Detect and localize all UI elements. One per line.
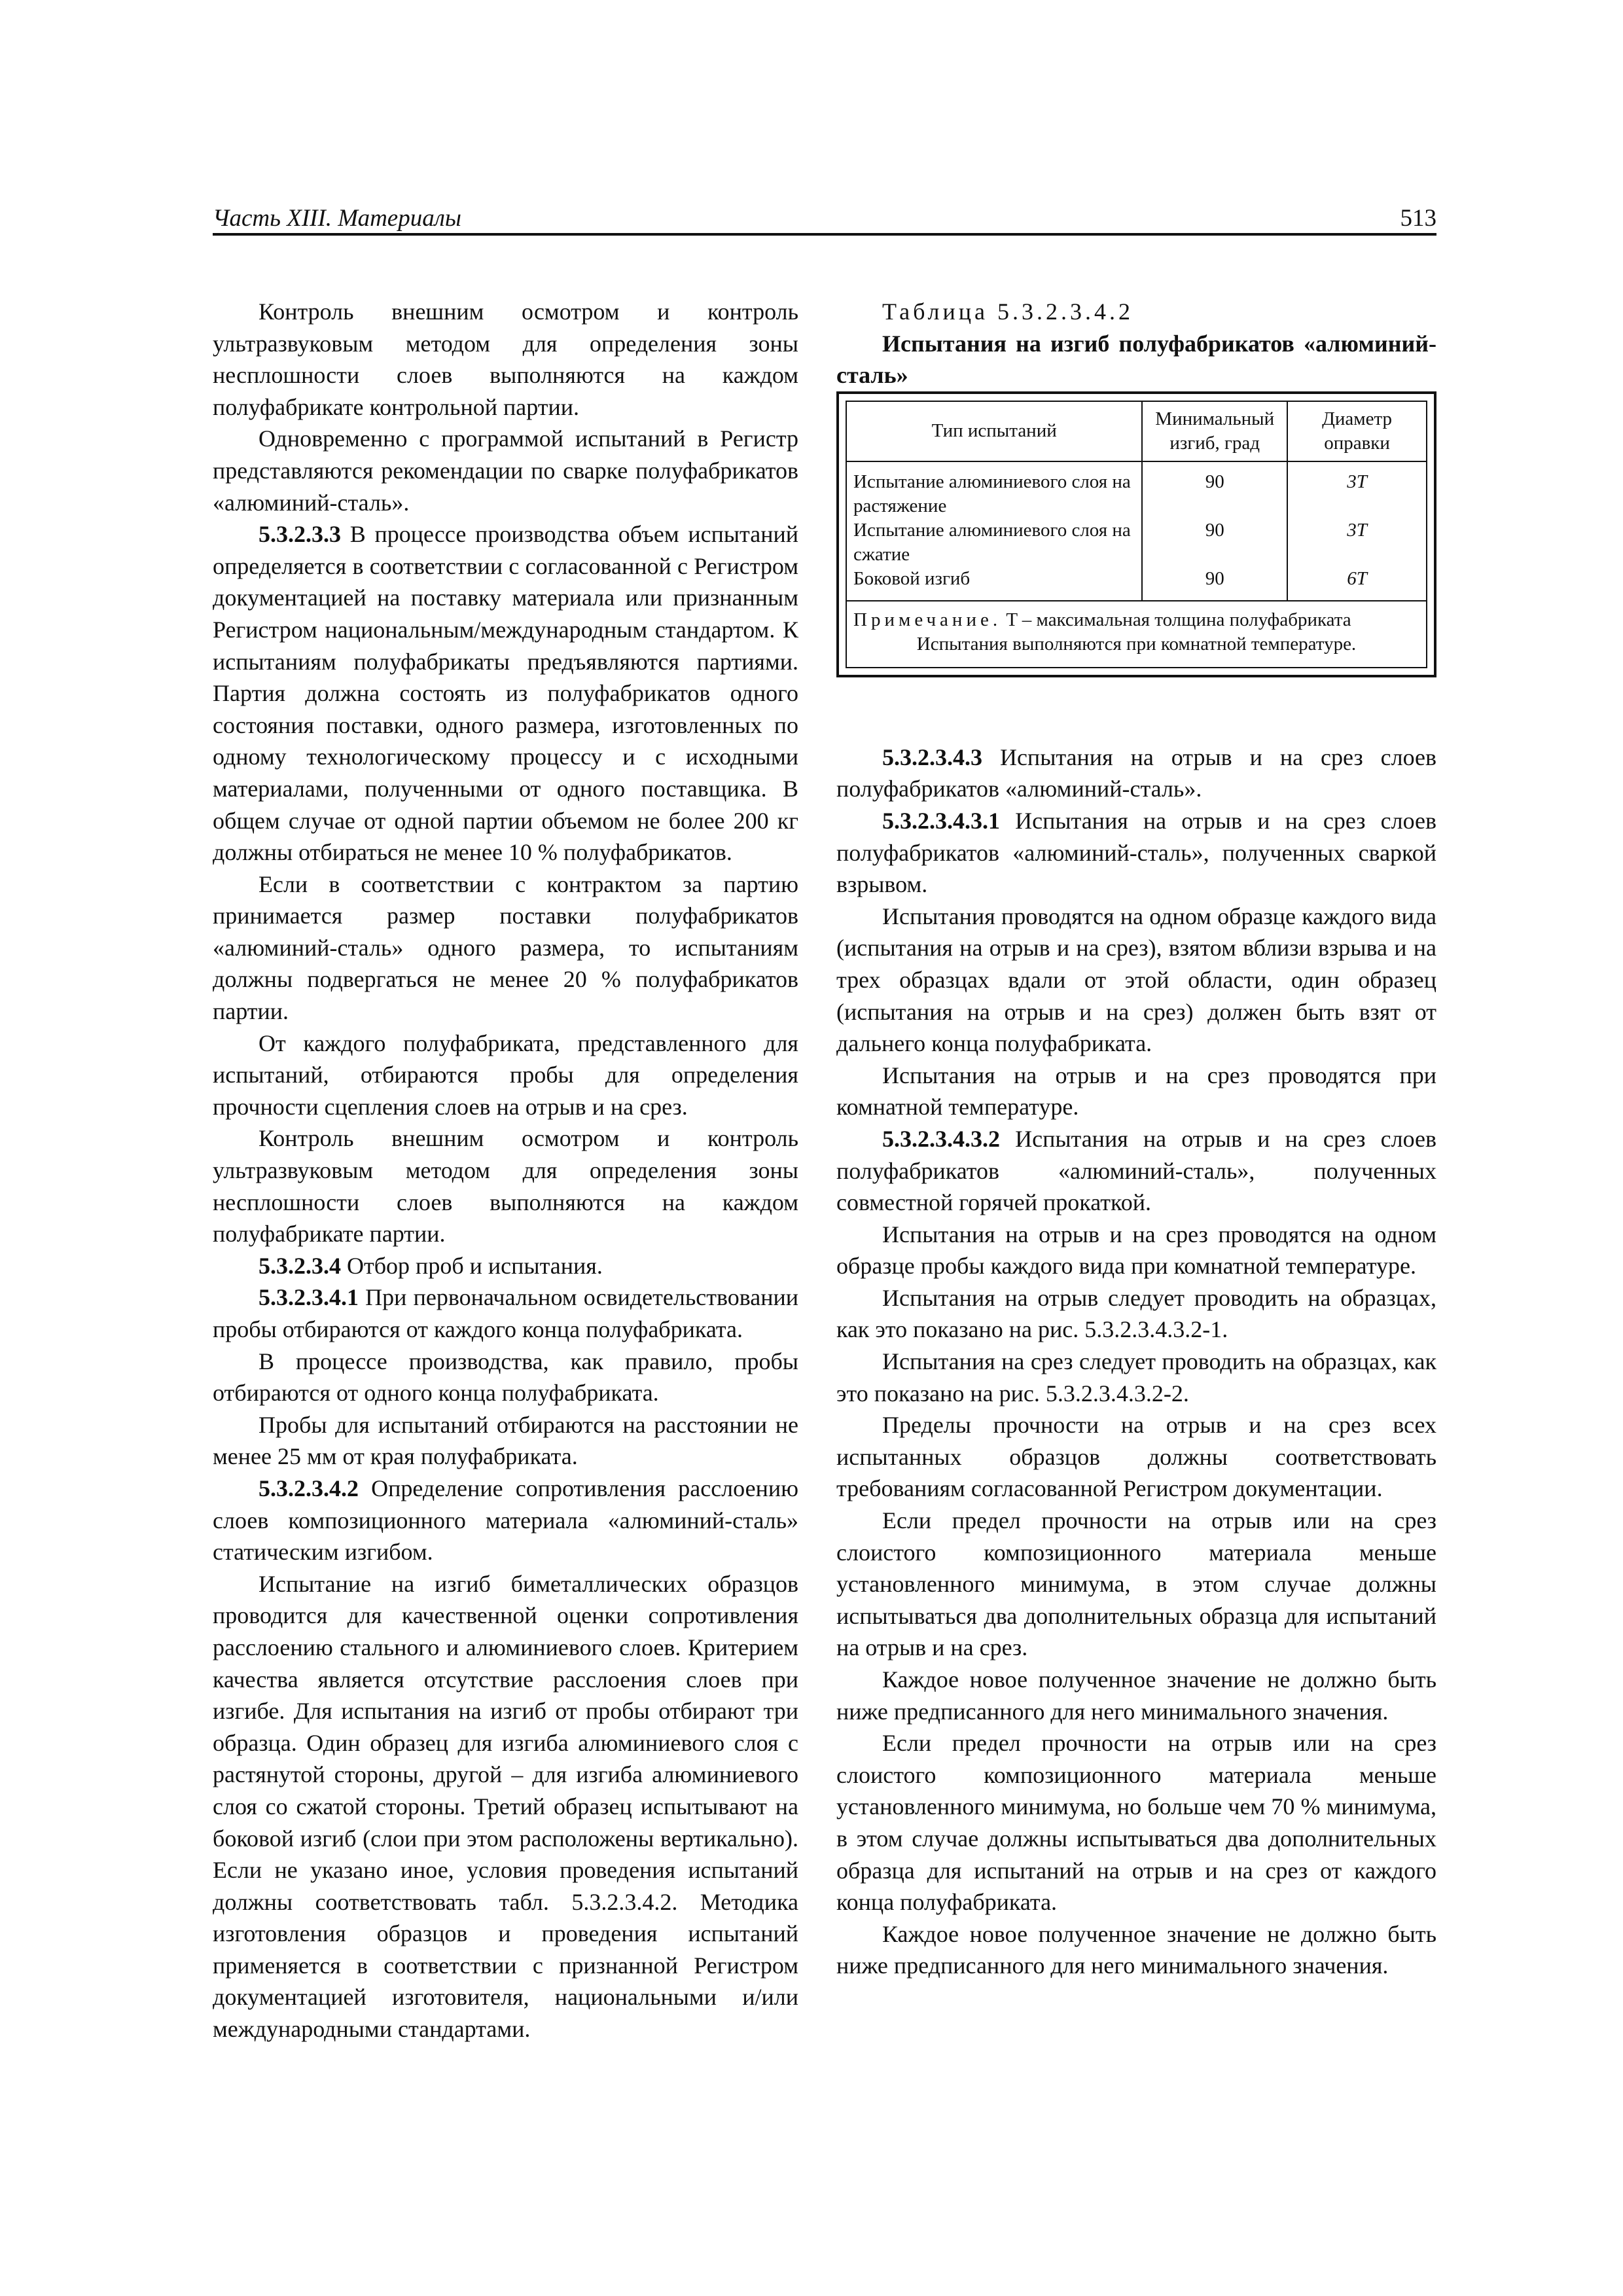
table-cell: 90 (1142, 567, 1287, 601)
table-row (846, 518, 1427, 567)
paragraph: Испытание на изгиб биметаллических образцов проводится для качественной оценки сопротивления расслоению стального и алюминиевого слоев. Критерием качества является отсутствие расслоения слоев при изгибе. Для испытания на изгиб от пробы отбирают три образца. Один образец для изгиба алюминиевого слоя с растянутой стороны, другой – для изгиба алюминиевого слоя со сжатой стороны. Третий образец испытывают на боковой изгиб (слои при этом расположены вертикально). Если не указано иное, условия проведения испытаний должны соответствовать табл. 5.3.2.3.4.2. Методика изготовления образцов и проведения испытаний применяется в соответствии с признанной Регистром документацией изготовителя, национальными и/или международными стандартами. (213, 1570, 798, 2043)
table-row (846, 461, 1427, 518)
right-column (836, 296, 1436, 1982)
column-header: Минимальный изгиб, град (1142, 401, 1287, 461)
section-number: 5.3.2.3.4.3.1 (882, 807, 1000, 834)
table-cell: 3T (1287, 518, 1427, 567)
table-number: Таблица 5.3.2.3.4.2 (882, 298, 1133, 325)
paragraph: Если предел прочности на отрыв или на срез слоистого композиционного материала меньше установленного минимума, в этом случае должны испытываться два дополнительных образца для испытаний на отрыв и на срез. (836, 1507, 1436, 1661)
paragraph: 5.3.2.3.4.3.1 Испытания на отрыв и на срез слоев полуфабрикатов «алюминий-сталь», полученных сваркой взрывом. (836, 807, 1436, 898)
table-cell: Испытание алюминиевого слоя на растяжение (846, 461, 1142, 518)
section-number: 5.3.2.3.4.3.2 (882, 1125, 1000, 1152)
paragraph: Испытания на отрыв и на срез проводятся на одном образце пробы каждого вида при комнатной температуре. (836, 1221, 1436, 1280)
paragraph: Испытания на отрыв следует проводить на образцах, как это показано на рис. 5.3.2.3.4.3.2-1. (836, 1284, 1436, 1343)
table-cell: 6T (1287, 567, 1427, 601)
paragraph: 5.3.2.3.4.2 Определение сопротивления расслоению слоев композиционного материала «алюминий-сталь» статическим изгибом. (213, 1475, 798, 1566)
paragraph: Пробы для испытаний отбираются на расстоянии не менее 25 мм от края полуфабриката. (213, 1411, 798, 1470)
table-note (846, 601, 1427, 668)
section-number: 5.3.2.3.4 (259, 1252, 341, 1279)
paragraph: 5.3.2.3.3 В процессе производства объем испытаний определяется в соответствии с согласованной с Регистром документацией на поставку материала или признанным Регистром национальным/международным стандартом. К испытаниям полуфабрикаты предъявляются партиями. Партия должна состоять из полуфабрикатов одного состояния поставки, одного размера, изготовленных по одному технологическому процессу и с исходными материалами, полученными от одного поставщика. В общем случае от одной партии объемом не более 200 кг должны отбираться не менее 10 % полуфабрикатов. (213, 521, 798, 866)
note-text: T – максимальная толщина полуфабриката (1001, 609, 1351, 630)
paragraph: Если предел прочности на отрыв или на срез слоистого композиционного материала меньше установленного минимума, но больше чем 70 % минимума, в этом случае должны испытываться два дополнительных образца для испытаний на отрыв и на срез от каждого конца полуфабриката. (836, 1730, 1436, 1916)
table-cell: Испытание алюминиевого слоя на сжатие (846, 518, 1142, 567)
paragraph: 5.3.2.3.4.1 При первоначальном освидетельствовании пробы отбираются от каждого конца полуфабриката. (213, 1284, 798, 1342)
paragraph: Каждое новое полученное значение не должно быть ниже предписанного для него минимального значения. (836, 1666, 1436, 1725)
table-block (836, 296, 1436, 677)
page-header (213, 204, 1436, 236)
paragraph: Испытания на срез следует проводить на образцах, как это показано на рис. 5.3.2.3.4.3.2-2. (836, 1348, 1436, 1407)
table-header-row (846, 401, 1427, 461)
paragraph: 5.3.2.3.4.3 Испытания на отрыв и на срез слоев полуфабрикатов «алюминий-сталь». (836, 744, 1436, 802)
table-title: Испытания на изгиб полуфабрикатов «алюминий-сталь» (836, 330, 1436, 389)
paragraph: Если в соответствии с контрактом за партию принимается размер поставки полуфабрикатов «алюминий-сталь» одного размера, то испытаниям должны подвергаться не менее 20 % полуфабрикатов партии. (213, 870, 798, 1025)
right-body (836, 742, 1436, 1982)
page-number: 513 (1400, 205, 1436, 232)
bend-test-table (846, 401, 1427, 668)
table-note-row (846, 601, 1427, 668)
section-number: 5.3.2.3.4.1 (259, 1284, 359, 1311)
table-row (846, 567, 1427, 601)
left-column (213, 296, 798, 2045)
paragraph: Пределы прочности на отрыв и на срез всех испытанных образцов должны соответствовать требованиям согласованной Регистром документации. (836, 1412, 1436, 1502)
section-number: 5.3.2.3.3 (259, 521, 341, 548)
column-header: Диаметр оправки (1287, 401, 1427, 461)
note-text-2: Испытания выполняются при комнатной температуре. (916, 633, 1357, 655)
running-title: Часть XIII. Материалы (213, 205, 461, 232)
paragraph: 5.3.2.3.4.3.2 Испытания на отрыв и на срез слоев полуфабрикатов «алюминий-сталь», полученных совместной горячей прокаткой. (836, 1125, 1436, 1216)
table-cell: Боковой изгиб (846, 567, 1142, 601)
paragraph: Каждое новое полученное значение не должно быть ниже предписанного для него минимального значения. (836, 1920, 1436, 1979)
paragraph: Контроль внешним осмотром и контроль ультразвуковым методом для определения зоны несплошности слоев выполняются на каждом полуфабрикате контрольной партии. (213, 298, 798, 420)
paragraph: 5.3.2.3.4 Отбор проб и испытания. (259, 1252, 603, 1279)
paragraph: Одновременно с программой испытаний в Регистр представляются рекомендации по сварке полуфабрикатов «алюминий-сталь». (213, 425, 798, 516)
paragraph: Испытания проводятся на одном образце каждого вида (испытания на отрыв и на срез), взятом вблизи взрыва и на трех образцах вдали от этой области, один образец (испытания на отрыв и на срез) должен быть взят от дальнего конца полуфабриката. (836, 903, 1436, 1057)
note-label: Примечание. (853, 609, 1002, 630)
paragraph: Контроль внешним осмотром и контроль ультразвуковым методом для определения зоны несплошности слоев выполняются на каждом полуфабрикате партии. (213, 1125, 798, 1247)
table-cell: 90 (1142, 518, 1287, 567)
column-header: Тип испытаний (846, 401, 1142, 461)
paragraph: Испытания на отрыв и на срез проводятся при комнатной температуре. (836, 1062, 1436, 1121)
section-number: 5.3.2.3.4.3 (882, 744, 982, 770)
paragraph: В процессе производства, как правило, пробы отбираются от одного конца полуфабриката. (213, 1348, 798, 1407)
table-frame (836, 391, 1436, 677)
table-cell: 3T (1287, 461, 1427, 518)
paragraph: От каждого полуфабриката, представленного для испытаний, отбираются пробы для определения прочности сцепления слоев на отрыв и на срез. (213, 1030, 798, 1120)
section-number: 5.3.2.3.4.2 (259, 1475, 359, 1501)
table-cell: 90 (1142, 461, 1287, 518)
